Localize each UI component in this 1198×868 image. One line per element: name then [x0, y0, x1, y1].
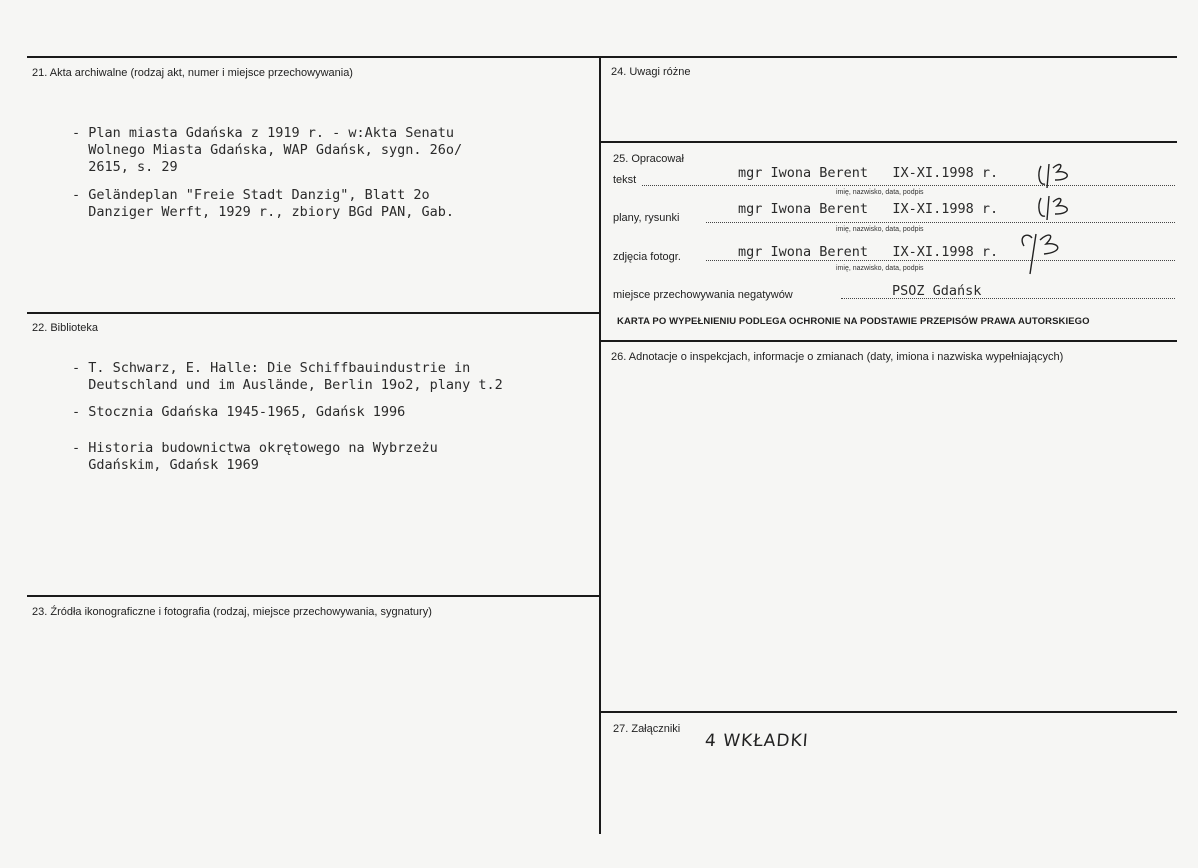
- archive-entry-line: Wolnego Miasta Gdańska, WAP Gdańsk, sygn. 26o/: [72, 142, 463, 158]
- center-divider: [599, 56, 601, 834]
- rule-21-22: [27, 312, 600, 314]
- dotted-line: [642, 185, 1175, 186]
- author-caption: imię, nazwisko, data, podpis: [836, 226, 924, 233]
- library-entry-line: - Historia budownictwa okrętowego na Wybrzeżu: [72, 440, 438, 456]
- dotted-line: [706, 222, 1175, 223]
- author-row-value: mgr Iwona Berent IX-XI.1998 r.: [738, 244, 999, 260]
- author-caption: imię, nazwisko, data, podpis: [836, 189, 924, 196]
- copyright-notice: KARTA PO WYPEŁNIENIU PODLEGA OCHRONIE NA PODSTAWIE PRZEPISÓW PRAWA AUTORSKIEGO: [617, 316, 1090, 327]
- signature-mark: [1035, 192, 1087, 224]
- archive-entry-line: - Plan miasta Gdańska z 1919 r. - w:Akta Senatu: [72, 125, 455, 141]
- signature-mark: [1035, 158, 1087, 192]
- section-26-heading: 26. Adnotacje o inspekcjach, informacje o zmianach (daty, imiona i nazwiska wypełniających): [611, 351, 1064, 363]
- author-caption: imię, nazwisko, data, podpis: [836, 265, 924, 272]
- section-21-heading: 21. Akta archiwalne (rodzaj akt, numer i miejsce przechowywania): [32, 67, 353, 79]
- author-row-label: plany, rysunki: [613, 212, 680, 224]
- rule-26-27: [600, 711, 1177, 713]
- archive-entry-line: Danziger Werft, 1929 r., zbiory BGd PAN, Gab.: [72, 204, 455, 220]
- author-row-label: zdjęcia fotogr.: [613, 251, 681, 263]
- section-22-heading: 22. Biblioteka: [32, 322, 99, 334]
- negatives-value: PSOZ Gdańsk: [892, 283, 982, 299]
- signature-mark: [1018, 228, 1078, 276]
- top-rule: [27, 56, 1177, 58]
- archive-entry-line: - Geländeplan "Freie Stadt Danzig", Blatt 2o: [72, 187, 430, 203]
- library-entry-line: Deutschland und im Auslände, Berlin 19o2, plany t.2: [72, 377, 503, 393]
- archive-entry-line: 2615, s. 29: [72, 159, 178, 175]
- section-23-heading: 23. Źródła ikonograficzne i fotografia (rodzaj, miejsce przechowywania, sygnatury): [32, 606, 432, 618]
- library-entry-line: Gdańskim, Gdańsk 1969: [72, 457, 259, 473]
- section-24-heading: 24. Uwagi różne: [611, 66, 691, 78]
- rule-25-26: [600, 340, 1177, 342]
- attachments-value: 4 WKŁADKI: [704, 731, 810, 751]
- author-row-label: tekst: [613, 174, 637, 186]
- section-25-heading: 25. Opracował: [613, 153, 684, 165]
- library-entry-line: - Stocznia Gdańska 1945-1965, Gdańsk 1996: [72, 404, 406, 420]
- negatives-label: miejsce przechowywania negatywów: [613, 289, 793, 301]
- author-row-value: mgr Iwona Berent IX-XI.1998 r.: [738, 201, 999, 217]
- author-row-value: mgr Iwona Berent IX-XI.1998 r.: [738, 165, 999, 181]
- rule-22-23: [27, 595, 600, 597]
- section-27-heading: 27. Załączniki: [613, 723, 681, 735]
- rule-24-25: [600, 141, 1177, 143]
- library-entry-line: - T. Schwarz, E. Halle: Die Schiffbauindustrie in: [72, 360, 471, 376]
